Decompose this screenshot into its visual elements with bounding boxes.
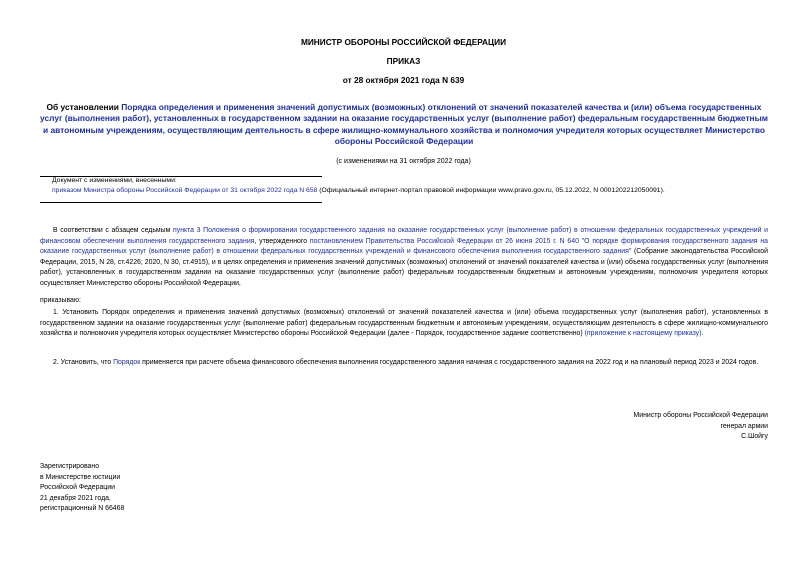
signature-rank: генерал армии [720,422,768,430]
order-item-2 [40,358,768,369]
government-resolution-link[interactable]: постановлением Правительства Российской Федерации от 26 июня 2015 г. N 640 "О порядке формирования государственного задания на оказание государственных услуг (выполнение работ) в отношении федеральных государственных учреждений и финансового обеспечения выполнения государственного задания" [40,237,768,256]
appendix-link[interactable]: (приложение к настоящему приказу) [584,330,702,338]
registration-line-2: в Министерстве юстиции [40,473,121,481]
title-prefix: Об установлении [46,102,122,112]
preamble-text-2: , утвержденного [254,237,310,245]
procedure-link[interactable]: Порядок [113,359,141,366]
changes-label: Документ с изменениями, внесенными: [52,177,177,184]
registration-line-5: регистрационный N 66468 [40,505,125,512]
registration-block [40,462,124,515]
changes-source: (Официальный интернет-портал правовой информации www.pravo.gov.ru, 05.12.2022, N 0001202212050091). [317,187,665,194]
signature-block [400,411,768,443]
preamble-text-1: В соответствии с абзацем седьмым [53,227,174,234]
minister-heading: МИНИСТР ОБОРОНЫ РОССИЙСКОЙ ФЕДЕРАЦИИ [300,37,507,47]
order-word: приказываю: [40,297,81,304]
changes-entry [52,186,768,196]
title-procedure-link[interactable]: Порядка определения и применения значений допустимых (возможных) отклонений от значений показателей качества и (или) объема государственных услуг (выполнения работ), установленных в государственном задании на оказание государственных услуг (выполнение работ) федеральным государственным бюджетным и автономным учреждениям, осуществляющим деятельность в сфере жилищно-коммунального хозяйства и полномочия учредителя которых осуществляет Министерство обороны Российской Федерации [40,102,768,147]
preamble-paragraph [40,226,768,290]
regulation-point-link[interactable]: пункта 3 Положения о формировании государственного задания на оказание государственных услуг (выполнение работ) в отношении федеральных государственных учреждений и финансовом обеспечении выполнения государственного задания [40,227,768,245]
signature-name: С.Шойгу [741,433,768,440]
changes-bottom-divider [40,202,322,203]
registration-line-1: Зарегистрировано [40,463,100,470]
item-2-text-1: 2. Установить, что [53,359,114,366]
registration-line-4: 21 декабря 2021 года, [40,494,111,502]
item-1-text: 1. Установить Порядок определения и применения значений допустимых (возможных) отклонений от значений показателей качества и (или) объема государственных услуг (выполнения работ), установленных в государственном задании на оказание государственных услуг (выполнение работ) федеральным государственным бюджетным и автономным учреждениям, осуществляющим деятельность в сфере жилищно-коммунального хозяйства и полномочия учредителя которых осуществляет Министерство обороны Российской Федерации (далее - Порядок, государственное задание соответственно) [40,309,768,338]
document-type: ПРИКАЗ [386,56,421,66]
amending-order-link[interactable]: приказом Министра обороны Российской Федерации от 31 октября 2022 года N 658 [52,187,318,194]
item-2-text-2: применяется при расчете объема финансового обеспечения выполнения государственного задания начиная с государственного задания на 2022 год и на плановый период 2023 и 2024 годов. [140,359,759,366]
item-1-end: . [701,330,704,338]
document-date-number: от 28 октября 2021 года N 639 [342,75,465,85]
registration-line-3: Российской Федерации [40,484,115,491]
document-title [40,102,768,148]
revision-note: (с изменениями на 31 октября 2022 года) [336,158,471,165]
signature-position: Министр обороны Российской Федерации [633,412,768,419]
order-item-1 [40,308,768,340]
preamble-text-3: (Собрание законодательства Российской Федерации, 2015, N 28, ст.4226; 2020, N 30, ст.4915), и в целях определения и применения значений допустимых (возможных) отклонений от значений показателей качества и (или) объема государственных услуг (выполнения работ), установленных в государственном задании на оказание государственных услуг (выполнение работ) федеральным государственным бюджетным и автономным учреждениям, полномочия учредителя которых осуществляет Министерство обороны Российской Федерации, [40,248,768,287]
